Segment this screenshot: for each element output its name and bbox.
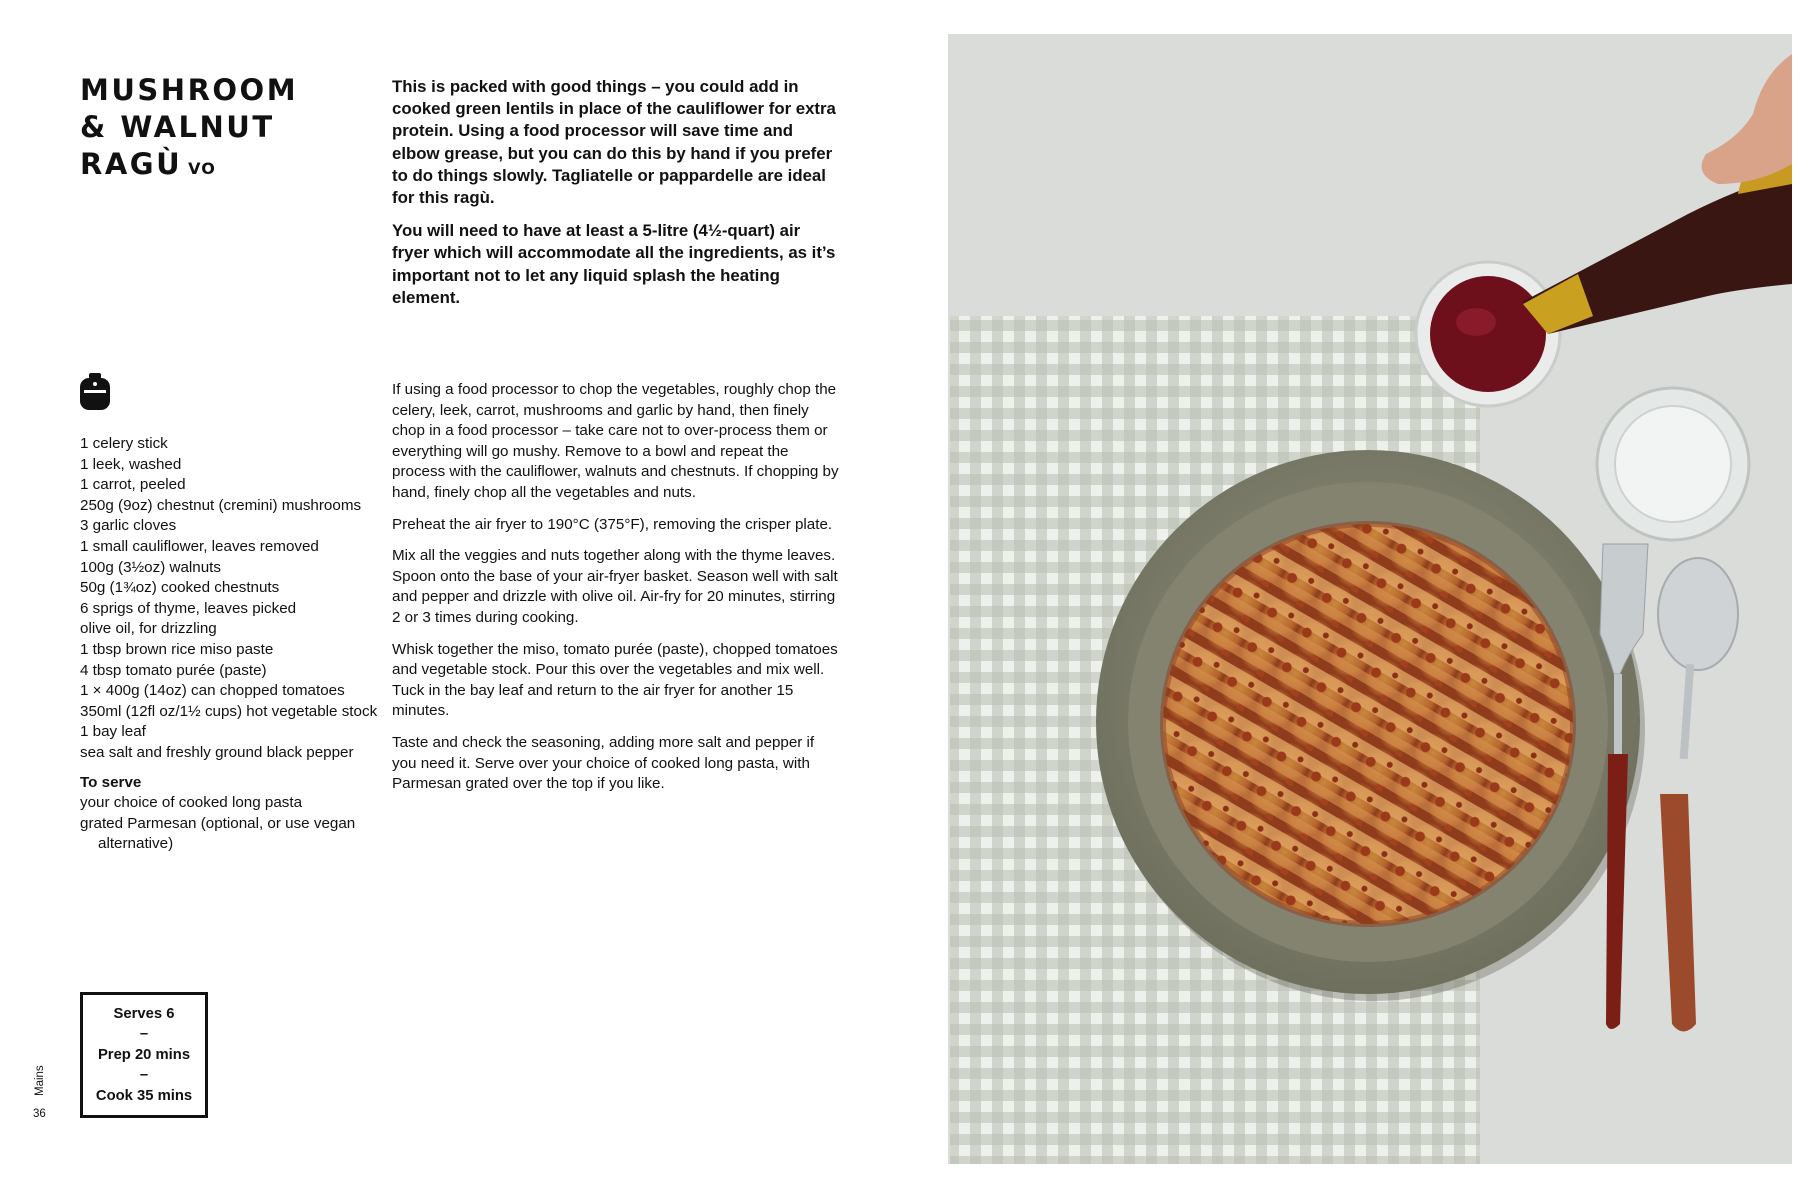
info-divider: – bbox=[139, 1026, 149, 1043]
ingredient-item: 3 garlic cloves bbox=[80, 517, 177, 535]
ingredient-item: 6 sprigs of thyme, leaves picked bbox=[80, 599, 297, 617]
method-step: Preheat the air fryer to 190°C (375°F), removing the crisper plate. bbox=[392, 515, 833, 533]
ingredient-item: 1 small cauliflower, leaves removed bbox=[80, 537, 319, 555]
to-serve-item: your choice of cooked long pasta bbox=[80, 794, 303, 812]
air-fryer-icon bbox=[78, 372, 112, 412]
ingredient-item: sea salt and freshly ground black pepper bbox=[80, 743, 354, 761]
ingredients-list bbox=[80, 434, 380, 855]
title-line-1: MUSHROOM bbox=[80, 73, 299, 107]
ingredient-item: 250g (9oz) chestnut (cremini) mushrooms bbox=[80, 496, 362, 514]
prep-time: Prep 20 mins bbox=[97, 1046, 191, 1063]
recipe-intro bbox=[392, 76, 838, 320]
recipe-title bbox=[80, 72, 310, 187]
vegan-option-tag: VO bbox=[188, 159, 216, 178]
ingredient-item: 50g (1¾oz) cooked chestnuts bbox=[80, 579, 280, 597]
ragu-photo bbox=[948, 34, 1792, 1164]
title-line-2: & WALNUT bbox=[80, 110, 275, 144]
intro-paragraph: You will need to have at least a 5-litre (4½-quart) air fryer which will accommodate all the ingredients, as it’s important not to let any liquid splash the heating element. bbox=[392, 221, 836, 307]
section-label: Mains bbox=[34, 1065, 46, 1096]
ingredient-item: 1 celery stick bbox=[80, 435, 168, 452]
method-step: Mix all the veggies and nuts together along with the thyme leaves. Spoon onto the base of your air-fryer basket. Season well with salt and pepper and drizzle with olive oil. Air-fry for 20 minutes, stirring 2 or 3 times during cooking. bbox=[392, 547, 838, 626]
intro-paragraph: This is packed with good things – you could add in cooked green lentils in place of the cauliflower for extra protein. Using a food processor will save time and elbow grease, but you can do this by hand if you prefer to do things slowly. Tagliatelle or pappardelle are ideal for this ragù. bbox=[392, 77, 836, 208]
ingredient-item: 1 leek, washed bbox=[80, 455, 182, 473]
recipe-info-box bbox=[80, 992, 208, 1118]
method-step: Whisk together the miso, tomato purée (paste), chopped tomatoes and vegetable stock. Pour this over the vegetables and mix well. Tuck in the bay leaf and return to the air fryer for another 15 minutes. bbox=[392, 640, 838, 720]
ingredient-item: 1 bay leaf bbox=[80, 723, 146, 741]
bowl bbox=[1096, 450, 1645, 1001]
ingredient-item: olive oil, for drizzling bbox=[80, 620, 217, 638]
ingredient-item: 350ml (12fl oz/1½ cups) hot vegetable stock bbox=[80, 702, 378, 720]
ingredient-item: 1 carrot, peeled bbox=[80, 476, 186, 494]
title-line-3: RAGÙ bbox=[80, 147, 183, 181]
ingredient-item: 100g (3½oz) walnuts bbox=[80, 558, 221, 576]
to-serve-item: grated Parmesan (optional, or use vegan alternative) bbox=[80, 814, 356, 853]
cook-time: Cook 35 mins bbox=[95, 1087, 193, 1104]
page-number: 36 bbox=[33, 1108, 46, 1120]
method-steps bbox=[392, 380, 842, 806]
method-step: If using a food processor to chop the vegetables, roughly chop the celery, leek, carrot, mushrooms and garlic by hand, then finely chop in a food processor – take care not to over-process them or everything will go mushy. Remove to a bowl and repeat the process with the cauliflower, walnuts and chestnuts. If chopping by hand, finely chop all the vegetables and nuts. bbox=[392, 381, 839, 501]
serves-text: Serves 6 bbox=[113, 1005, 175, 1022]
to-serve-heading: To serve bbox=[80, 773, 142, 791]
ingredient-item: 4 tbsp tomato purée (paste) bbox=[80, 661, 267, 679]
wine-glass bbox=[1416, 262, 1560, 406]
ingredient-item: 1 × 400g (14oz) can chopped tomatoes bbox=[80, 682, 345, 700]
info-divider: – bbox=[139, 1067, 149, 1084]
water-glass bbox=[1597, 388, 1749, 540]
ingredient-item: 1 tbsp brown rice miso paste bbox=[80, 640, 274, 658]
method-step: Taste and check the seasoning, adding more salt and pepper if you need it. Serve over your choice of cooked long pasta, with Parmesan grated over the top if you like. bbox=[392, 733, 815, 793]
